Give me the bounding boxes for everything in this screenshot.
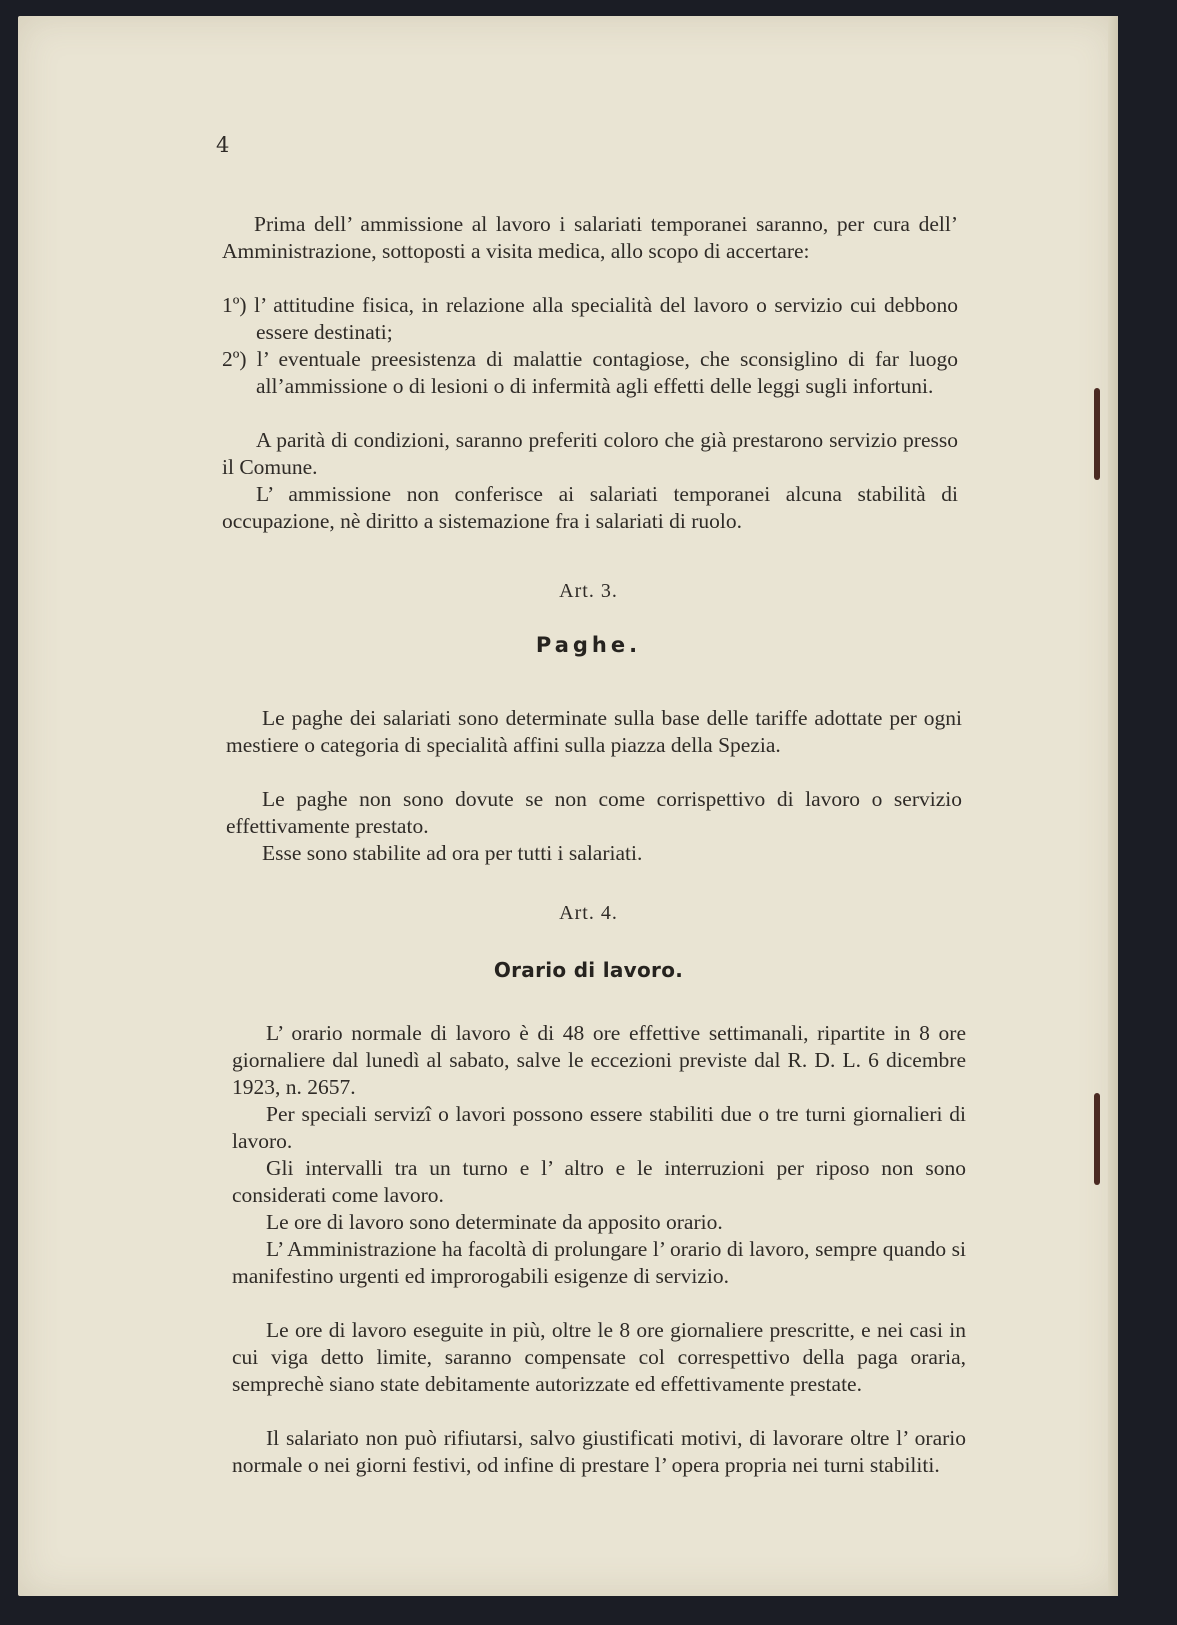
staple-top	[1094, 388, 1100, 480]
intro-paragraph-3: L’ ammissione non conferisce ai salariati temporanei alcuna stabilità di occupazione, nè diritto a sistemazione fra i salariati di ruolo.	[222, 482, 958, 533]
intro-paragraph-1: Prima dell’ ammissione al lavoro i salariati temporanei saranno, per cura dell’ Amministrazione, sottoposti a visita medica, allo scopo di accertare:	[222, 212, 958, 263]
article-4-paragraph-3: Gli intervalli tra un turno e l’ altro e le interruzioni per riposo non sono considerati come lavoro.	[232, 1156, 966, 1207]
page-number: 4	[216, 133, 230, 157]
article-4-paragraph-6: Le ore di lavoro eseguite in più, oltre le 8 ore giornaliere prescritte, e nei casi in cui viga detto limite, saranno compensate col correspettivo della paga oraria, semprechè siano state debitamente autorizzate ed effettivamente prestate.	[232, 1318, 966, 1396]
article-3-paragraph-1: Le paghe dei salariati sono determinate sulla base delle tariffe adottate per ogni mestiere o categoria di specialità affini sulla piazza della Spezia.	[226, 706, 962, 757]
page-edge	[1108, 16, 1118, 1596]
article-4-paragraph-2: Per speciali servizî o lavori possono essere stabiliti due o tre turni giornalieri di lavoro.	[232, 1102, 966, 1153]
article-4-title: Orario di lavoro.	[493, 958, 684, 982]
intro-paragraph-2: A parità di condizioni, saranno preferiti coloro che già prestarono servizio presso il Comune.	[222, 428, 958, 479]
article-4-paragraph-7: Il salariato non può rifiutarsi, salvo giustificati motivi, di lavorare oltre l’ orario normale o nei giorni festivi, od infine di prestare l’ opera propria nei turni stabiliti.	[232, 1426, 966, 1477]
staple-bottom	[1094, 1093, 1100, 1185]
article-4-paragraph-4: Le ore di lavoro sono determinate da apposito orario.	[266, 1210, 723, 1234]
article-3-label: Art. 3.	[559, 580, 618, 602]
article-3-paragraph-3: Esse sono stabilite ad ora per tutti i salariati.	[262, 841, 643, 865]
intro-item-1: 1º) l’ attitudine fisica, in relazione alla specialità del lavoro o servizio cui debbono essere destinati;	[222, 293, 958, 344]
article-4-paragraph-1: L’ orario normale di lavoro è di 48 ore effettive settimanali, ripartite in 8 ore giornaliere dal lunedì al sabato, salve le eccezioni previste dal R. D. L. 6 dicembre 1923, n. 2657.	[232, 1021, 966, 1099]
article-3-paragraph-2: Le paghe non sono dovute se non come corrispettivo di lavoro o servizio effettivamente prestato.	[226, 787, 962, 838]
intro-item-2: 2º) l’ eventuale preesistenza di malattie contagiose, che sconsiglino di far luogo all’ammissione o di lesioni o di infermità agli effetti delle leggi sugli infortuni.	[222, 347, 958, 398]
article-3-title: Paghe.	[535, 633, 642, 657]
article-4-label: Art. 4.	[559, 902, 618, 924]
article-4-paragraph-5: L’ Amministrazione ha facoltà di prolungare l’ orario di lavoro, sempre quando si manifestino urgenti ed improrogabili esigenze di servizio.	[232, 1237, 966, 1288]
